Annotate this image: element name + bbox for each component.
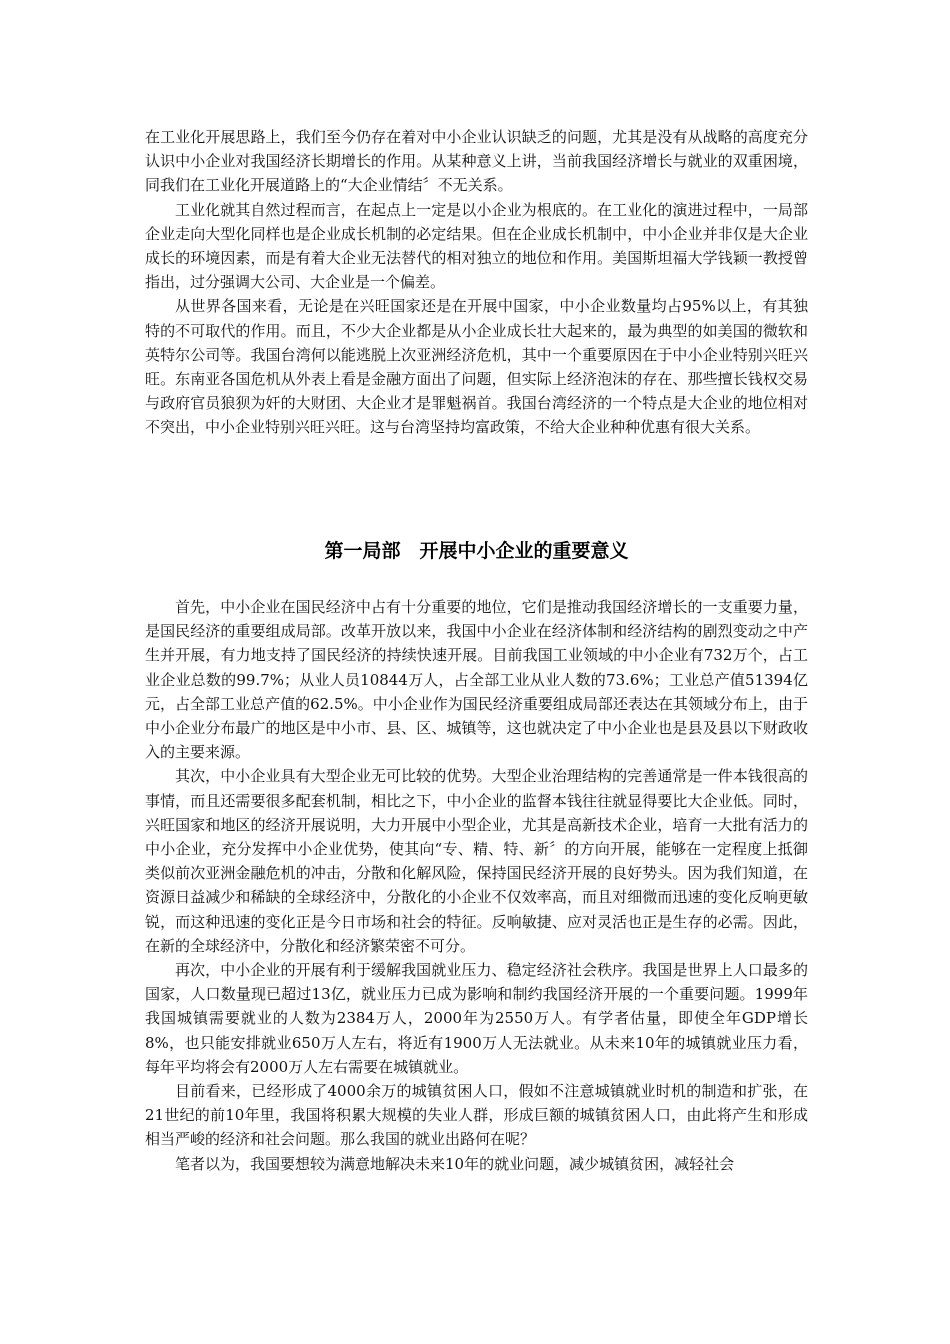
section-paragraph-4: 目前看来，已经形成了4000余万的城镇贫困人口，假如不注意城镇就业时机的制造和扩张，在21世纪的前10年里，我国将积累大规模的失业人群，形成巨额的城镇贫困人口，由此将产生和形成相当严峻的经济和社会问题。那么我国的就业出路何在呢？ xyxy=(145,1082,808,1149)
section-paragraph-2: 其次，中小企业具有大型企业无可比较的优势。大型企业治理结构的完善通常是一件本钱很高的事情，而且还需要很多配套机制，相比之下，中小企业的监督本钱往往就显得要比大企业低。同时，兴旺国家和地区的经济开展说明，大力开展中小型企业，尤其是高新技术企业，培育一大批有活力的中小企业，充分发挥中小企业优势，使其向“专、精、特、新〞的方向开展，能够在一定程度上抵御类似前次亚洲金融危机的冲击，分散和化解风险，保持国民经济开展的良好势头。因为我们知道，在资源日益减少和稀缺的全球经济中，分散化的小企业不仅效率高，而且对细微而迅速的变化反响更敏锐，而这种迅速的变化正是今日市场和社会的特征。反响敏捷、应对灵活也正是生存的必需。因此，在新的全球经济中，分散化和经济繁荣密不可分。 xyxy=(145,767,808,955)
intro-paragraph-1: 在工业化开展思路上，我们至今仍存在着对中小企业认识缺乏的问题，尤其是没有从战略的高度充分认识中小企业对我国经济长期增长的作用。从某种意义上讲，当前我国经济增长与就业的双重困境，同我们在工业化开展道路上的“大企业情结〞不无关系。 xyxy=(145,128,808,195)
intro-paragraph-3: 从世界各国来看，无论是在兴旺国家还是在开展中国家，中小企业数量均占95%以上，有其独特的不可取代的作用。而且，不少大企业都是从小企业成长壮大起来的，最为典型的如美国的微软和英特尔公司等。我国台湾何以能逃脱上次亚洲经济危机，其中一个重要原因在于中小企业特别兴旺兴旺。东南亚各国危机从外表上看是金融方面出了问题，但实际上经济泡沫的存在、那些擅长钱权交易与政府官员狼狈为奸的大财团、大企业才是罪魁祸首。我国台湾经济的一个特点是大企业的地位相对不突出，中小企业特别兴旺兴旺。这与台湾坚持均富政策，不给大企业种种优惠有很大关系。 xyxy=(145,297,808,437)
intro-text-block xyxy=(145,125,808,440)
section-paragraph-1: 首先，中小企业在国民经济中占有十分重要的地位，它们是推动我国经济增长的一支重要力量，是国民经济的重要组成局部。改革开放以来，我国中小企业在经济体制和经济结构的剧烈变动之中产生并开展，有力地支持了国民经济的持续快速开展。目前我国工业领域的中小企业有732万个，占工业企业总数的99.7%；从业人员10844万人，占全部工业从业人数的73.6%；工业总产值51394亿元，占全部工业总产值的62.5%。中小企业作为国民经济重要组成局部还表达在其领域分布上，由于中小企业分布最广的地区是中小市、县、区、城镇等，这也就决定了中小企业也是县及县以下财政收入的主要来源。 xyxy=(145,598,808,762)
intro-paragraph-2: 工业化就其自然过程而言，在起点上一定是以小企业为根底的。在工业化的演进过程中，一局部企业走向大型化同样也是企业成长机制的必定结果。但在企业成长机制中，中小企业并非仅是大企业成长的环境因素，而是有着大企业无法替代的相对独立的地位和作用。美国斯坦福大学钱颖一教授曾指出，过分强调大公司、大企业是一个偏差。 xyxy=(145,200,808,292)
section-paragraph-3: 再次，中小企业的开展有利于缓解我国就业压力、稳定经济社会秩序。我国是世界上人口最多的国家，人口数量现已超过13亿，就业压力已成为影响和制约我国经济开展的一个重要问题。1999年我国城镇需要就业的人数为2384万人，2000年为2550万人。有学者估量，即使全年GDP增长8%，也只能安排就业650万人左右，将近有1900万人无法就业。从未来10年的城镇就业压力看，每年平均将会有2000万人左右需要在城镇就业。 xyxy=(145,961,808,1076)
section-text-block xyxy=(145,595,808,1176)
section-heading: 第一局部 开展中小企业的重要意义 xyxy=(324,540,629,562)
section-paragraph-5: 笔者以为，我国要想较为满意地解决未来10年的就业问题，减少城镇贫困，减轻社会 xyxy=(175,1154,735,1173)
